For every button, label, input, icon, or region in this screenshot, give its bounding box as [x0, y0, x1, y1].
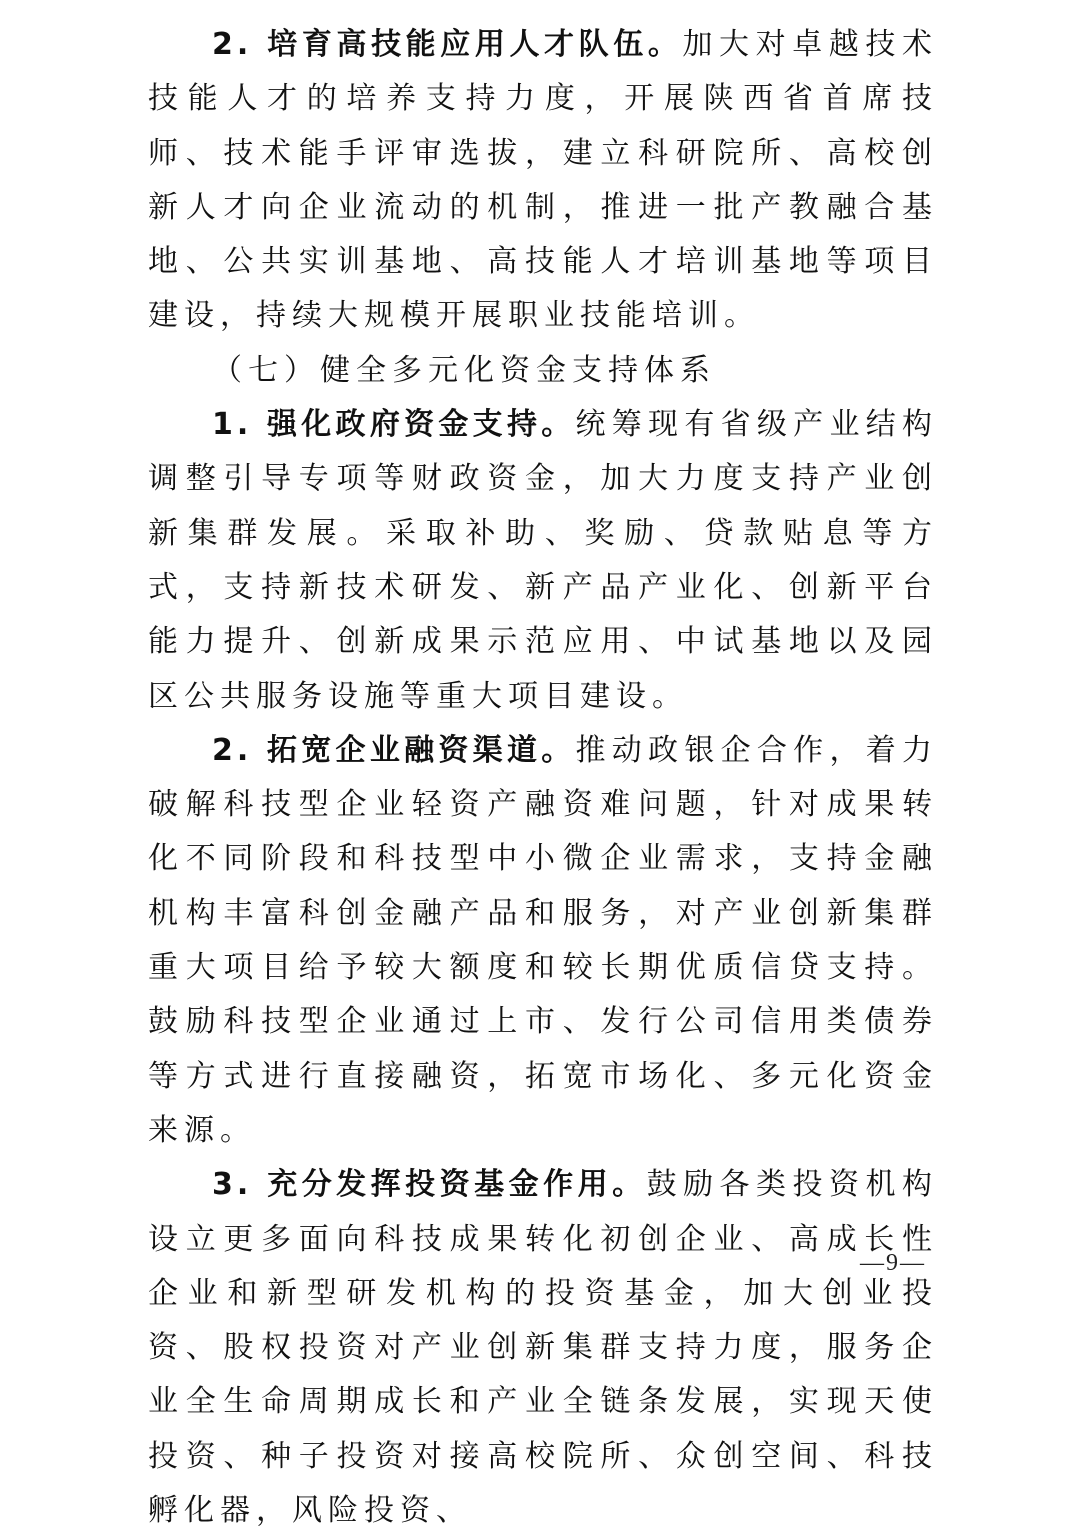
paragraph-government-funding: [148, 398, 938, 724]
section-heading: （七）健全多元化资金支持体系: [212, 352, 716, 388]
document-body: [148, 18, 938, 1538]
paragraph-investment-funds: [148, 1158, 938, 1538]
page-number: —9—: [860, 1250, 926, 1276]
paragraph-text: 统筹现有省级产业结构调整引导专项等财政资金，加大力度支持产业创新集群发展。采取补助、奖励、贷款贴息等方式，支持新技术研发、新产品产业化、创新平台能力提升、创新成果示范应用、中试基地以及园区公共服务设施等重大项目建设。: [148, 407, 939, 714]
paragraph-financing-channels: [148, 724, 938, 1158]
paragraph-lead: 3. 充分发挥投资基金作用。: [212, 1167, 647, 1203]
paragraph-text: 推动政银企合作，着力破解科技型企业轻资产融资难问题，针对成果转化不同阶段和科技型中小微企业需求，支持金融机构丰富科创金融产品和服务，对产业创新集群重大项目给予较大额度和较长期优质信贷支持。鼓励科技型企业通过上市、发行公司信用类债券等方式进行直接融资，拓宽市场化、多元化资金来源。: [148, 732, 939, 1148]
paragraph-lead: 2. 培育高技能应用人才队伍。: [212, 27, 683, 62]
paragraph-lead: 1. 强化政府资金支持。: [212, 407, 576, 443]
paragraph-talent-team: [148, 18, 938, 344]
paragraph-text: 鼓励各类投资机构设立更多面向科技成果转化初创企业、高成长性企业和新型研发机构的投资基金，加大创业投资、股权投资对产业创新集群支持力度，服务企业全生命周期成长和产业全链条发展，实现天使投资、种子投资对接高校院所、众创空间、科技孵化器，风险投资、: [148, 1167, 938, 1529]
paragraph-lead: 2. 拓宽企业融资渠道。: [212, 732, 576, 768]
paragraph-text: 加大对卓越技术技能人才的培养支持力度，开展陕西省首席技师、技术能手评审选拔，建立科研院所、高校创新人才向企业流动的机制，推进一批产教融合基地、公共实训基地、高技能人才培训基地等项目建设，持续大规模开展职业技能培训。: [148, 27, 938, 334]
